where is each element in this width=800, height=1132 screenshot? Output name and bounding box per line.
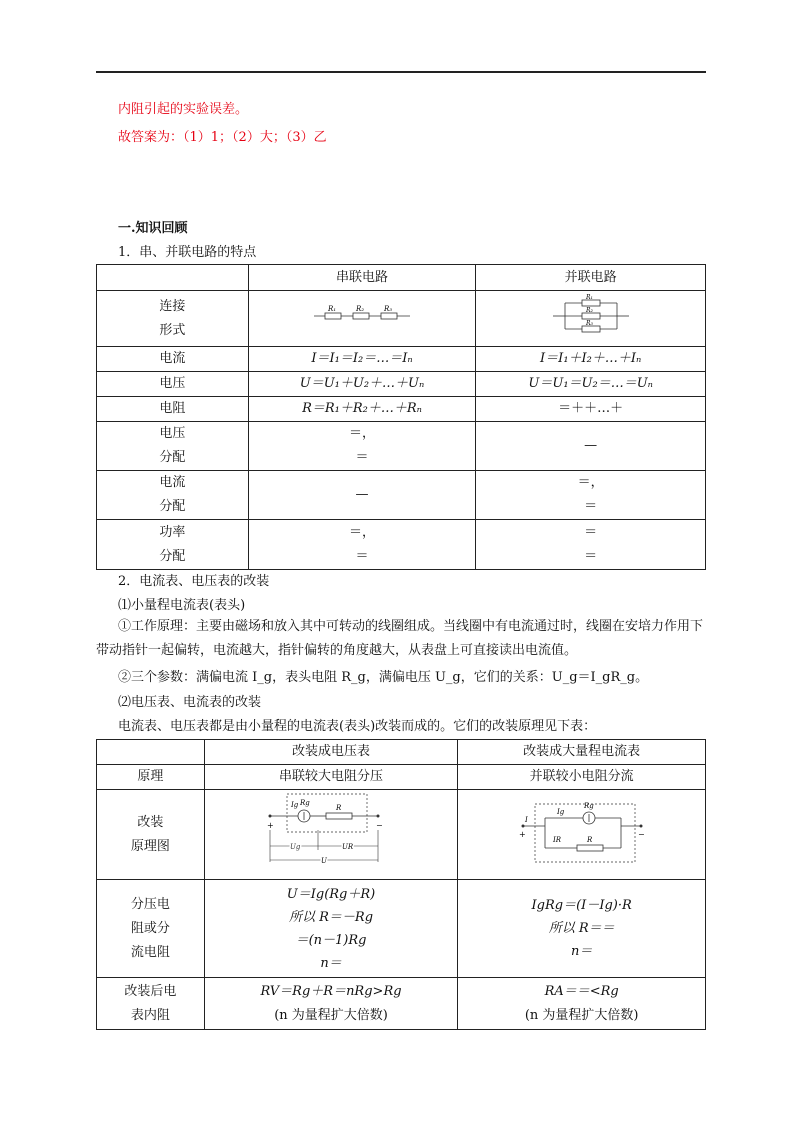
- series-current-division: —: [248, 471, 476, 520]
- table1-row-label: 电压: [97, 372, 249, 397]
- diagram-label: R₃: [384, 305, 393, 313]
- ammeter-resistor-formula: IgRg＝(I－Ig)·R 所以 R＝＝ n＝: [458, 880, 706, 978]
- diagram-label: R₂: [356, 305, 365, 313]
- ammeter-internal-resistance: RA＝＝<Rg (n 为量程扩大倍数): [458, 978, 706, 1030]
- section-2-title: 2．电流表、电压表的改装: [118, 574, 270, 589]
- parallel-current: I＝I₁＋I₂＋…＋Iₙ: [476, 347, 706, 372]
- voltmeter-internal-resistance: RV＝Rg＋R＝nRg>Rg (n 为量程扩大倍数): [204, 978, 458, 1030]
- section-heading: 一.知识回顾: [118, 221, 188, 236]
- diagram-label: R₁: [328, 305, 337, 313]
- table1-header-series: 串联电路: [248, 265, 476, 291]
- subsection-1-title: 1．串、并联电路的特点: [118, 245, 257, 260]
- table2-row-label: 改装 原理图: [97, 790, 205, 880]
- ammeter-circuit-diagram: [458, 790, 706, 880]
- diagram-label: −: [637, 830, 645, 839]
- diagram-label: Ig: [556, 808, 564, 816]
- series-voltage: U＝U₁＋U₂＋…＋Uₙ: [248, 372, 476, 397]
- table1-header-parallel: 并联电路: [476, 265, 706, 291]
- header-rule: [96, 71, 706, 73]
- diagram-label: Rg: [300, 799, 310, 807]
- table1-row-label: 连接 形式: [97, 291, 249, 347]
- voltmeter-resistor-formula: U＝Ig(Rg＋R) 所以 R＝－Rg ＝(n－1)Rg n＝: [204, 880, 458, 978]
- diagram-label: Ug: [290, 843, 301, 851]
- parallel-voltage: U＝U₁＝U₂＝…＝Uₙ: [476, 372, 706, 397]
- table1-row-label: 功率 分配: [97, 520, 249, 570]
- section-2-p3: ②三个参数：满偏电流 I_g，表头电阻 R_g，满偏电压 U_g，它们的关系：U_g＝I_gR_g。: [118, 670, 649, 685]
- answer-line-2: 故答案为：（1）1；（2）大；（3）乙: [118, 130, 327, 145]
- diagram-label: Rg: [583, 802, 594, 810]
- voltmeter-principle: 串联较大电阻分压: [204, 765, 458, 790]
- series-current: I＝I₁＝I₂＝…＝Iₙ: [248, 347, 476, 372]
- table2-header-ammeter: 改装成大量程电流表: [458, 740, 706, 765]
- section-2-p5: 电流表、电压表都是由小量程的电流表(表头)改装而成的。它们的改装原理见下表：: [118, 719, 597, 734]
- diagram-label: UR: [342, 843, 354, 851]
- series-resistance: R＝R₁＋R₂＋…＋Rₙ: [248, 397, 476, 422]
- table2-row-label: 改装后电 表内阻: [97, 978, 205, 1030]
- meter-conversion-table: [96, 739, 706, 1030]
- table1-row-label: 电压 分配: [97, 422, 249, 471]
- section-2-p1: ⑴小量程电流表(表头): [118, 598, 246, 613]
- parallel-voltage-division: —: [476, 422, 706, 471]
- table1-row-label: 电阻: [97, 397, 249, 422]
- diagram-label: R₁: [585, 294, 593, 301]
- series-voltage-division: ＝， ＝: [248, 422, 476, 471]
- parallel-resistance: ＝＋＋…＋: [476, 397, 706, 422]
- table2-row-label: 原理: [97, 765, 205, 790]
- diagram-label: R₃: [585, 320, 593, 327]
- section-2-p2: ①工作原理：主要由磁场和放入其中可转动的线圈组成。当线圈中有电流通过时，线圈在安培力作用下带动指针一起偏转，电流越大，指针偏转的角度越大，从表盘上可直接读出电流值。: [96, 619, 704, 658]
- diagram-label: IR: [552, 836, 561, 844]
- series-power-division: ＝， ＝: [248, 520, 476, 570]
- ammeter-principle: 并联较小电阻分流: [458, 765, 706, 790]
- diagram-label: U: [321, 857, 327, 865]
- diagram-label: R₂: [585, 307, 593, 314]
- table1-row-label: 电流 分配: [97, 471, 249, 520]
- series-circuit-diagram: [248, 291, 476, 347]
- table2-header-voltmeter: 改装成电压表: [204, 740, 458, 765]
- diagram-label: −: [376, 821, 383, 830]
- parallel-circuit-diagram: [476, 291, 706, 347]
- table2-header-blank: [97, 740, 205, 765]
- parallel-current-division: ＝， ＝: [476, 471, 706, 520]
- diagram-label: +: [518, 830, 526, 839]
- diagram-label: I: [524, 816, 528, 824]
- answer-line-1: 内阻引起的实验误差。: [118, 102, 249, 117]
- series-parallel-table: [96, 264, 706, 570]
- section-2-p4: ⑵电压表、电流表的改装: [118, 695, 262, 710]
- diagram-label: Ig: [291, 801, 299, 809]
- table1-row-label: 电流: [97, 347, 249, 372]
- table2-row-label: 分压电 阻或分 流电阻: [97, 880, 205, 978]
- voltmeter-circuit-diagram: [204, 790, 458, 880]
- parallel-power-division: ＝ ＝: [476, 520, 706, 570]
- diagram-label: +: [267, 821, 274, 830]
- diagram-label: R: [586, 836, 592, 844]
- diagram-label: R: [336, 804, 342, 812]
- table1-header-blank: [97, 265, 249, 291]
